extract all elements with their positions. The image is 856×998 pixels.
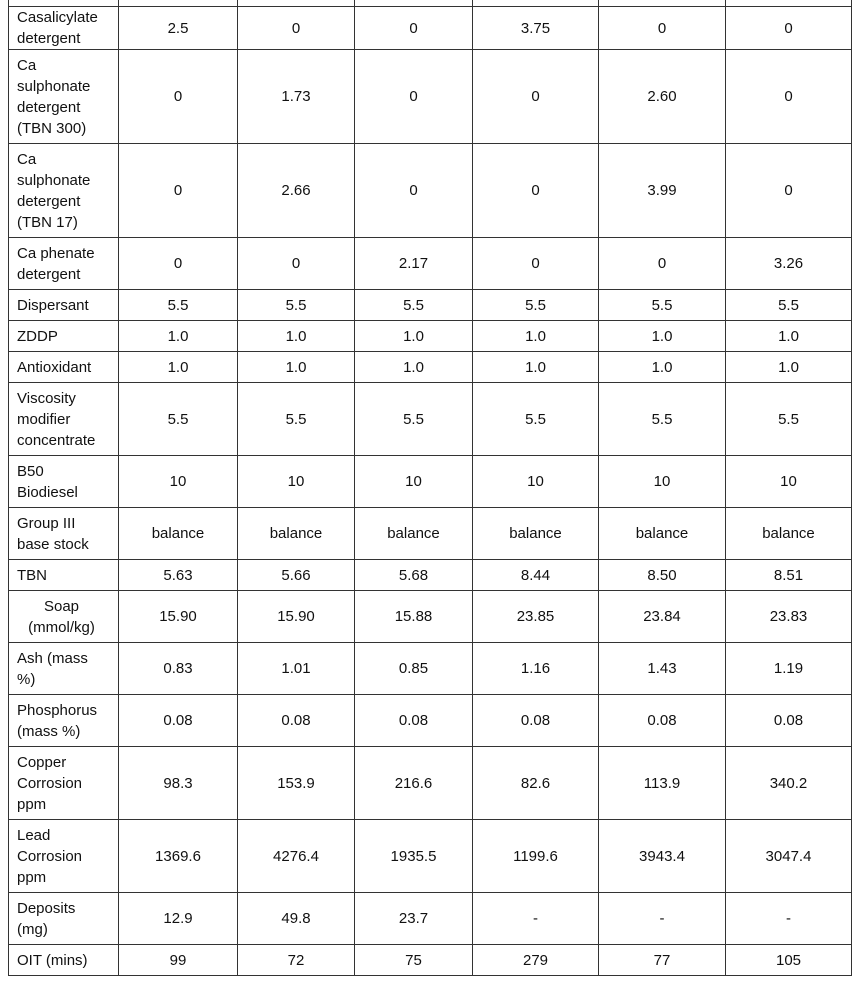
table-row [9,820,852,893]
table-cell: 1.0 [355,321,473,352]
table-cell: 340.2 [726,747,852,820]
table-cell: 105 [726,945,852,976]
table-cell: 5.5 [119,290,238,321]
table-cell: 0.08 [355,695,473,747]
table-cell: 0 [726,144,852,238]
table-cell: 0 [355,50,473,144]
table-cell: 5.5 [599,290,726,321]
table-cell: 216.6 [355,747,473,820]
table-cell: 1199.6 [473,820,599,893]
row-label: Casalicylate detergent [9,7,119,50]
table-cell: 1.19 [726,643,852,695]
row-label: Ash (mass %) [9,643,119,695]
table-row [9,508,852,560]
table-cell: 23.83 [726,591,852,643]
table-cell: 15.88 [355,591,473,643]
table-cell: 82.6 [473,747,599,820]
table-cell: 1369.6 [119,820,238,893]
table-cell: 10 [726,456,852,508]
table-cell: 279 [473,945,599,976]
table-row [9,352,852,383]
table-cell: 3.99 [599,144,726,238]
table-row [9,591,852,643]
table-cell: 77 [599,945,726,976]
row-label: Ca sulphonate detergent (TBN 17) [9,144,119,238]
table-cell: balance [726,508,852,560]
table-cell: 0 [119,238,238,290]
table-cell: 5.5 [599,383,726,456]
table-cell: 3943.4 [599,820,726,893]
table-cell: 5.5 [355,383,473,456]
row-label: Soap (mmol/kg) [9,591,119,643]
row-label: ZDDP [9,321,119,352]
table-body [9,0,852,976]
table-cell: 5.5 [726,290,852,321]
table-row [9,695,852,747]
table-cell: 5.5 [473,383,599,456]
table-cell: 10 [473,456,599,508]
table-cell: 5.5 [238,383,355,456]
table-cell: 5.5 [473,290,599,321]
table-cell: 3.75 [473,7,599,50]
table-cell: 1.0 [599,352,726,383]
table-cell: 98.3 [119,747,238,820]
row-label: Copper Corrosion ppm [9,747,119,820]
table-cell: 49.8 [238,893,355,945]
table-cell: balance [599,508,726,560]
row-label: Phosphorus (mass %) [9,695,119,747]
table-row [9,7,852,50]
table-cell: 5.5 [726,383,852,456]
table-cell: 5.63 [119,560,238,591]
table-cell: 15.90 [238,591,355,643]
table-cell: 3.26 [726,238,852,290]
table-cell: 72 [238,945,355,976]
table-row [9,290,852,321]
table-cell: balance [238,508,355,560]
table-cell: 1.0 [119,352,238,383]
table-cell: 23.7 [355,893,473,945]
table-cell: 1.0 [119,321,238,352]
table-cell: 8.50 [599,560,726,591]
table-cell: 1.0 [355,352,473,383]
row-label: Dispersant [9,290,119,321]
table-row [9,238,852,290]
row-label: Antioxidant [9,352,119,383]
row-label: OIT (mins) [9,945,119,976]
table-cell: 0 [473,238,599,290]
table-cell: 2.60 [599,50,726,144]
row-label: B50 Biodiesel [9,456,119,508]
table-cell: 3047.4 [726,820,852,893]
table-cell: 1.0 [238,321,355,352]
table-cell: 1.0 [473,321,599,352]
table-cell: 0.08 [473,695,599,747]
table-cell: - [726,893,852,945]
table-cell: 0 [119,50,238,144]
table-cell: 1.73 [238,50,355,144]
table-cell: 2.5 [119,7,238,50]
table-cell: 8.44 [473,560,599,591]
row-label: Ca sulphonate detergent (TBN 300) [9,50,119,144]
table-cell: 10 [238,456,355,508]
table-row [9,50,852,144]
table-cell: 75 [355,945,473,976]
table-cell: 0 [473,50,599,144]
table-cell: 5.5 [238,290,355,321]
table-cell: 113.9 [599,747,726,820]
table-cell: 8.51 [726,560,852,591]
table-cell: 0.08 [726,695,852,747]
table-row [9,893,852,945]
row-label: Ca phenate detergent [9,238,119,290]
table-row [9,643,852,695]
table-cell: 1.0 [238,352,355,383]
table-row [9,321,852,352]
formulation-table [8,0,852,976]
table-cell: 4276.4 [238,820,355,893]
row-label: TBN [9,560,119,591]
table-cell: 0 [599,238,726,290]
table-cell: 99 [119,945,238,976]
table-cell: 1.0 [473,352,599,383]
row-label: Deposits (mg) [9,893,119,945]
table-cell: 153.9 [238,747,355,820]
table-cell: 23.84 [599,591,726,643]
table-cell: - [599,893,726,945]
table-cell: 10 [119,456,238,508]
table-cell: 0 [599,7,726,50]
table-cell: balance [355,508,473,560]
table-cell: 5.68 [355,560,473,591]
table-cell: 0.83 [119,643,238,695]
table-cell: 1.01 [238,643,355,695]
table-cell: 0.08 [599,695,726,747]
table-cell: 12.9 [119,893,238,945]
table-cell: 0 [355,7,473,50]
table-cell: 5.66 [238,560,355,591]
table-cell: 2.17 [355,238,473,290]
table-cell: 1.0 [726,321,852,352]
table-row [9,456,852,508]
table-cell: 5.5 [119,383,238,456]
table-cell: 0 [355,144,473,238]
table-cell: 0 [726,7,852,50]
table-cell: balance [473,508,599,560]
table-cell: 1.43 [599,643,726,695]
table-cell: 1.0 [726,352,852,383]
table-cell: 10 [355,456,473,508]
table-cell: - [473,893,599,945]
table-cell: 15.90 [119,591,238,643]
table-cell: 1.0 [599,321,726,352]
row-label: Viscosity modifier concentrate [9,383,119,456]
table-row [9,144,852,238]
table-cell: 0.85 [355,643,473,695]
table-cell: 0 [238,7,355,50]
table-row [9,560,852,591]
table-cell: balance [119,508,238,560]
table-cell: 0 [119,144,238,238]
table-cell: 0 [726,50,852,144]
table-cell: 1935.5 [355,820,473,893]
table-cell: 10 [599,456,726,508]
table-cell: 1.16 [473,643,599,695]
table-cell: 23.85 [473,591,599,643]
table-row [9,945,852,976]
table-cell: 5.5 [355,290,473,321]
table-row [9,383,852,456]
table-cell: 0 [473,144,599,238]
table-cell: 2.66 [238,144,355,238]
row-label: Lead Corrosion ppm [9,820,119,893]
table-cell: 0.08 [119,695,238,747]
row-label: Group III base stock [9,508,119,560]
table-cell: 0 [238,238,355,290]
table-cell: 0.08 [238,695,355,747]
table-row [9,747,852,820]
